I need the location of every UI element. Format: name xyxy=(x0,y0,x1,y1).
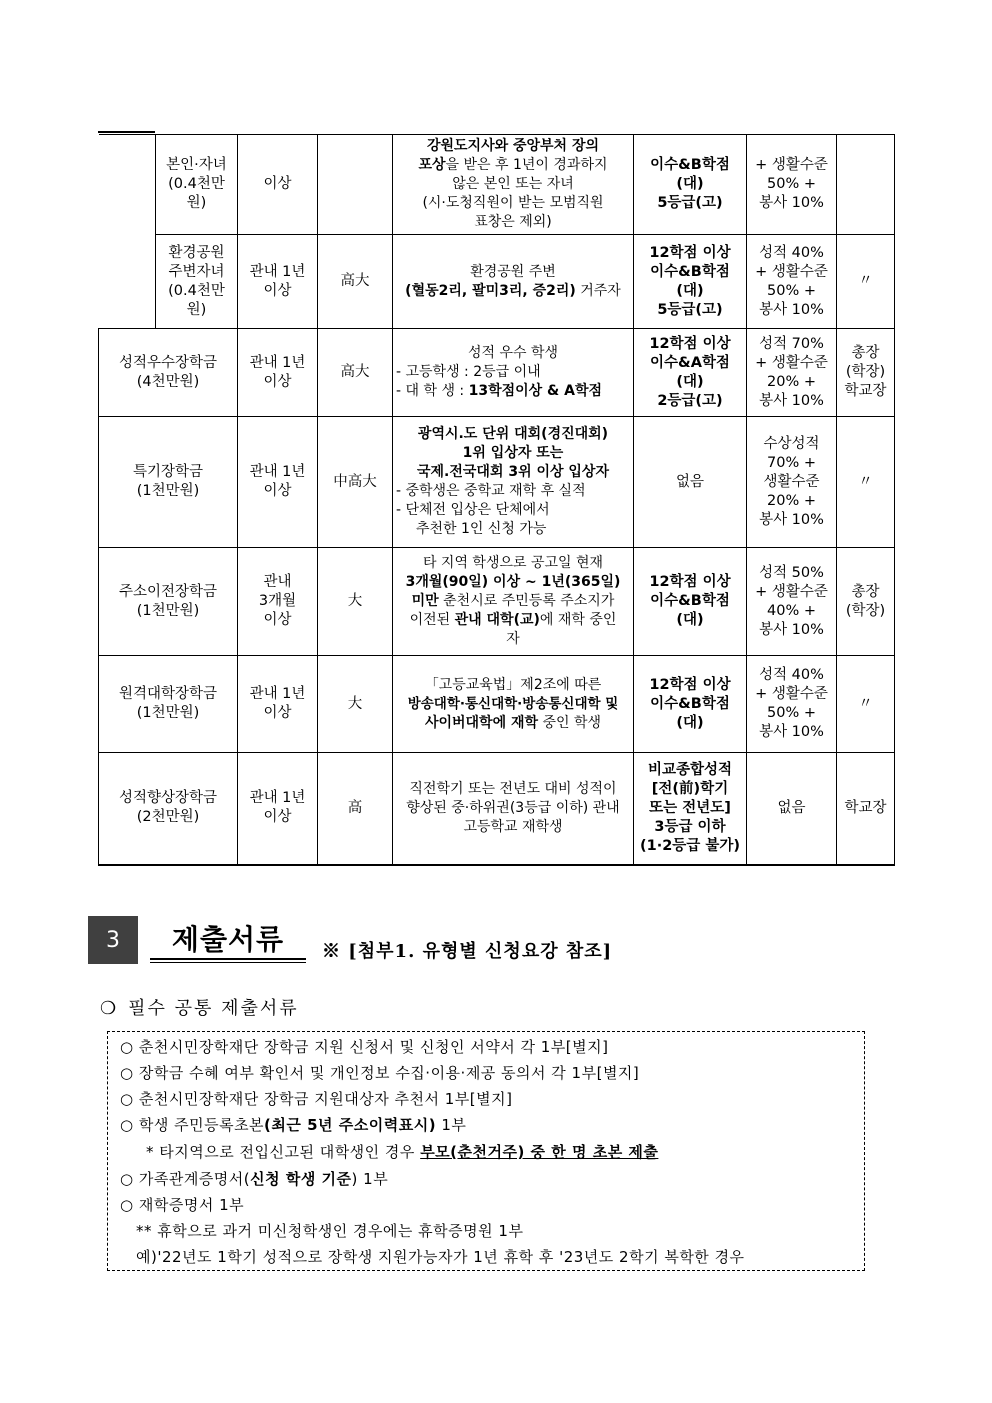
group-cell xyxy=(99,135,156,329)
grade-cell: 비교종합성적 [전(前)학기 또는 전년도] 3등급 이하 (1·2등급 불가) xyxy=(634,753,747,865)
ratio-cell: 수상성적 70% + 생활수준 20% + 봉사 10% xyxy=(747,417,837,548)
ratio-cell: 성적 50% + 생활수준 40% + 봉사 10% xyxy=(747,548,837,656)
doc-item: ○ 학생 주민등록초본(최근 5년 주소이력표시) 1부 xyxy=(120,1116,467,1134)
table-row xyxy=(99,656,895,753)
table-row xyxy=(99,753,895,865)
ratio-cell: 성적 40% + 생활수준 50% + 봉사 10% xyxy=(747,656,837,753)
grade-cell: 이수&B학점(대) 5등급(고) xyxy=(634,135,747,235)
doc-example: 예)'22년도 1학기 성적으로 장학생 지원가능자가 1년 휴학 후 '23년도 2학기 복학한 경우 xyxy=(136,1248,745,1266)
desc-cell: 직전학기 또는 전년도 대비 성적이 향상된 중·하위권(3등급 이하) 관내 고등학교 재학생 xyxy=(393,753,634,865)
doc-item: ○ 춘천시민장학재단 장학금 지원대상자 추천서 1부[별지] xyxy=(120,1090,513,1108)
name-cell: 환경공원 주변자녀 (0.4천만원) xyxy=(156,235,238,329)
desc-cell: 광역시.도 단위 대회(경진대회) 1위 입상자 또는 국제.전국대회 3위 이상 입상자 - 중학생은 중학교 재학 후 실적 - 단체전 입상은 단체에서 추천한 1인 신청 가능 xyxy=(393,417,634,548)
approver-cell: 총장 (학장) 학교장 xyxy=(837,329,895,417)
ratio-cell: 성적 40% + 생활수준 50% + 봉사 10% xyxy=(747,235,837,329)
doc-note: * 타지역으로 전입신고된 대학생인 경우 부모(춘천거주) 중 한 명 초본 제출 xyxy=(146,1143,659,1161)
table-row xyxy=(99,417,895,548)
hollow-circle-bullet-icon: ❍ xyxy=(100,998,119,1019)
desc-cell: 환경공원 주변 (혈동2리, 팔미3리, 증2리) 거주자 xyxy=(393,235,634,329)
desc-cell: 강원도지사와 중앙부처 장의 포상을 받은 후 1년이 경과하지 않은 본인 또는 자녀 (시·도청직원이 받는 모범직원 표창은 제외) xyxy=(393,135,634,235)
approver-cell: 〃 xyxy=(837,417,895,548)
table-top-rule xyxy=(98,131,155,133)
section-number-badge: 3 xyxy=(88,916,138,964)
level-cell: 高 xyxy=(318,753,393,865)
title-underline xyxy=(150,958,306,960)
grade-cell: 12학점 이상 이수&B학점(대) xyxy=(634,548,747,656)
desc-cell: 성적 우수 학생 - 고등학생 : 2등급 이내 - 대 학 생 : 13학점이상 & A학점 xyxy=(393,329,634,417)
residence-cell: 관내 3개월 이상 xyxy=(238,548,318,656)
section-title: 제출서류 xyxy=(171,923,285,956)
subheading-text: 필수 공통 제출서류 xyxy=(128,998,299,1019)
name-cell: 원격대학장학금 (1천만원) xyxy=(99,656,238,753)
ratio-cell: 없음 xyxy=(747,753,837,865)
doc-item: ○ 재학증명서 1부 xyxy=(120,1196,245,1214)
approver-cell: 〃 xyxy=(837,235,895,329)
name-cell: 특기장학금 (1천만원) xyxy=(99,417,238,548)
section-note: ※ [첨부1. 유형별 신청요강 참조] xyxy=(322,941,613,962)
grade-cell: 12학점 이상 이수&A학점(대) 2등급(고) xyxy=(634,329,747,417)
ratio-cell: + 생활수준 50% + 봉사 10% xyxy=(747,135,837,235)
scholarship-table xyxy=(98,134,895,866)
residence-cell: 이상 xyxy=(238,135,318,235)
name-cell: 주소이전장학금 (1천만원) xyxy=(99,548,238,656)
subheading xyxy=(100,994,299,1020)
residence-cell: 관내 1년 이상 xyxy=(238,235,318,329)
table-row xyxy=(99,548,895,656)
approver-cell: 〃 xyxy=(837,656,895,753)
ratio-cell: 성적 70% + 생활수준 20% + 봉사 10% xyxy=(747,329,837,417)
table-row xyxy=(99,135,895,235)
residence-cell: 관내 1년 이상 xyxy=(238,656,318,753)
grade-cell: 없음 xyxy=(634,417,747,548)
residence-cell: 관내 1년 이상 xyxy=(238,417,318,548)
level-cell: 大 xyxy=(318,548,393,656)
level-cell: 高大 xyxy=(318,329,393,417)
grade-cell: 12학점 이상 이수&B학점(대) 5등급(고) xyxy=(634,235,747,329)
desc-cell: 「고등교육법」제2조에 따른 방송대학·통신대학·방송통신대학 및 사이버대학에 재학 중인 학생 xyxy=(393,656,634,753)
doc-item: ○ 가족관계증명서(신청 학생 기준) 1부 xyxy=(120,1170,389,1188)
table-row xyxy=(99,329,895,417)
residence-cell: 관내 1년 이상 xyxy=(238,329,318,417)
name-cell: 성적향상장학금 (2천만원) xyxy=(99,753,238,865)
approver-cell xyxy=(837,135,895,235)
grade-cell: 12학점 이상 이수&B학점(대) xyxy=(634,656,747,753)
level-cell xyxy=(318,135,393,235)
doc-item: ○ 춘천시민장학재단 장학금 지원 신청서 및 신청인 서약서 각 1부[별지] xyxy=(120,1038,609,1056)
name-cell: 본인·자녀 (0.4천만원) xyxy=(156,135,238,235)
desc-cell: 타 지역 학생으로 공고일 현재 3개월(90일) 이상 ~ 1년(365일) 미만 춘천시로 주민등록 주소지가 이전된 관내 대학(교)에 재학 중인 자 xyxy=(393,548,634,656)
residence-cell: 관내 1년 이상 xyxy=(238,753,318,865)
title-underline-thin xyxy=(150,962,306,963)
doc-note: ** 휴학으로 과거 미신청학생인 경우에는 휴학증명원 1부 xyxy=(136,1222,524,1240)
name-cell: 성적우수장학금 (4천만원) xyxy=(99,329,238,417)
doc-item: ○ 장학금 수혜 여부 확인서 및 개인정보 수집·이용·제공 동의서 각 1부[별지] xyxy=(120,1064,640,1082)
table-row xyxy=(99,235,895,329)
approver-cell: 총장 (학장) xyxy=(837,548,895,656)
level-cell: 大 xyxy=(318,656,393,753)
level-cell: 高大 xyxy=(318,235,393,329)
approver-cell: 학교장 xyxy=(837,753,895,865)
level-cell: 中高大 xyxy=(318,417,393,548)
